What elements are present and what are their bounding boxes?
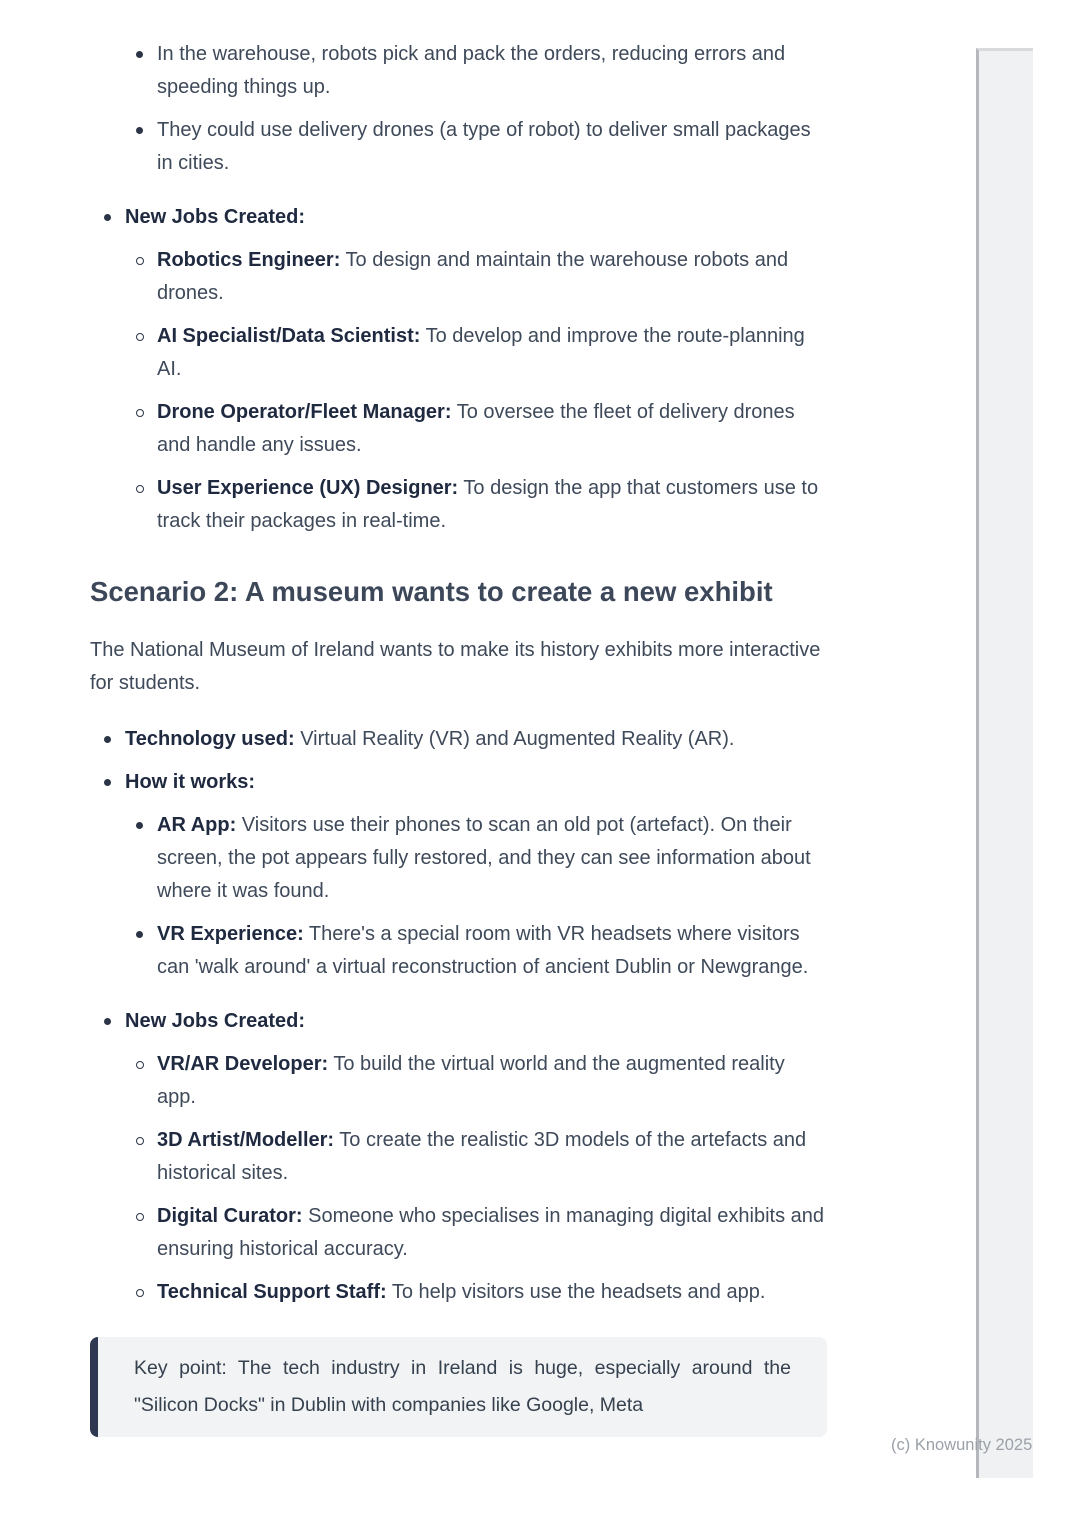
job-title: 3D Artist/Modeller: — [157, 1129, 335, 1151]
list-item — [122, 244, 827, 310]
technology-text: Virtual Reality (VR) and Augmented Reality (AR). — [294, 728, 735, 750]
job-description: To design the app that customers use to track their packages in real-time. — [157, 477, 819, 532]
list-item-text — [125, 723, 827, 756]
bullet-circle-icon — [122, 1200, 157, 1233]
bullet-circle-icon — [122, 396, 157, 429]
job-title: Technical Support Staff: — [157, 1281, 387, 1303]
job-title: Robotics Engineer: — [157, 249, 341, 271]
technology-lead: Technology used: — [125, 728, 295, 750]
list-item-text — [157, 320, 827, 386]
key-point-callout: Key point: The tech industry in Ireland is huge, especially around the "Silicon Docks" in Dublin with companies like Google, Meta — [90, 1337, 827, 1437]
list-item-text — [157, 244, 827, 310]
bullet-circle-icon — [122, 1276, 157, 1309]
job-description: To develop and improve the route-planning AI. — [157, 325, 805, 380]
job-title: AI Specialist/Data Scientist: — [157, 325, 421, 347]
section-heading-scenario-2: Scenario 2: A museum wants to create a new exhibit — [90, 576, 773, 607]
copyright-watermark: (c) Knowunity 2025 — [891, 1436, 1033, 1454]
bullet-circle-icon — [122, 244, 157, 277]
list-item — [122, 472, 827, 538]
list-item-text — [157, 918, 827, 984]
list-item-new-jobs-1 — [90, 201, 827, 234]
bullet-circle-icon — [122, 1124, 157, 1157]
page-content — [90, 38, 827, 1437]
list-item-text — [157, 1200, 827, 1266]
list-title: New Jobs Created: — [125, 1010, 306, 1032]
feature-description: There's a special room with VR headsets where visitors can 'walk around' a virtual reconstruction of ancient Dublin or Newgrange. — [157, 923, 809, 978]
list-item-new-jobs-2 — [90, 1005, 827, 1038]
list-item — [122, 1200, 827, 1266]
list-title: New Jobs Created: — [125, 206, 306, 228]
job-description: To build the virtual world and the augmented reality app. — [157, 1053, 785, 1108]
list-item-text — [157, 1048, 827, 1114]
list-item — [122, 1124, 827, 1190]
job-title: User Experience (UX) Designer: — [157, 477, 459, 499]
bullet-dot-icon — [122, 114, 157, 147]
list-item-text — [157, 1276, 827, 1309]
job-description: To oversee the fleet of delivery drones and handle any issues. — [157, 401, 795, 456]
list-item-text — [157, 396, 827, 462]
next-page-edge[interactable] — [976, 48, 1033, 1478]
job-title: Digital Curator: — [157, 1205, 303, 1227]
list-item-text — [157, 1124, 827, 1190]
list-item — [122, 38, 827, 104]
list-item-text: In the warehouse, robots pick and pack the orders, reducing errors and speeding things up. — [157, 43, 786, 98]
job-description: Someone who specialises in managing digital exhibits and ensuring historical accuracy. — [157, 1205, 824, 1260]
list-item — [122, 809, 827, 908]
bullet-dot-icon — [90, 201, 125, 234]
bullet-circle-icon — [122, 472, 157, 505]
list-item — [122, 1276, 827, 1309]
bullet-dot-icon — [90, 766, 125, 799]
bullet-dot-icon — [122, 809, 157, 842]
bullet-dot-icon — [122, 918, 157, 951]
feature-title: VR Experience: — [157, 923, 304, 945]
bullet-dot-icon — [90, 1005, 125, 1038]
list-item — [122, 320, 827, 386]
list-item-how-it-works — [90, 766, 827, 799]
scenario-intro-paragraph: The National Museum of Ireland wants to make its history exhibits more interactive for students. — [90, 639, 821, 694]
list-item-text — [157, 472, 827, 538]
list-item — [122, 918, 827, 984]
job-description: To create the realistic 3D models of the artefacts and historical sites. — [157, 1129, 807, 1184]
feature-description: Visitors use their phones to scan an old pot (artefact). On their screen, the pot appears fully restored, and they can see information about where it was found. — [157, 814, 811, 902]
job-title: Drone Operator/Fleet Manager: — [157, 401, 452, 423]
bullet-dot-icon — [90, 723, 125, 756]
bullet-circle-icon — [122, 320, 157, 353]
list-item-text — [157, 809, 827, 908]
list-title: How it works: — [125, 771, 256, 793]
list-item — [122, 114, 827, 180]
bullet-circle-icon — [122, 1048, 157, 1081]
list-item-text: They could use delivery drones (a type of robot) to deliver small packages in cities. — [157, 119, 811, 174]
job-title: VR/AR Developer: — [157, 1053, 329, 1075]
job-description: To design and maintain the warehouse robots and drones. — [157, 249, 789, 304]
job-description: To help visitors use the headsets and app. — [386, 1281, 766, 1303]
list-item — [122, 396, 827, 462]
bullet-dot-icon — [122, 38, 157, 71]
list-item — [122, 1048, 827, 1114]
feature-title: AR App: — [157, 814, 237, 836]
list-item-technology-used — [90, 723, 827, 756]
